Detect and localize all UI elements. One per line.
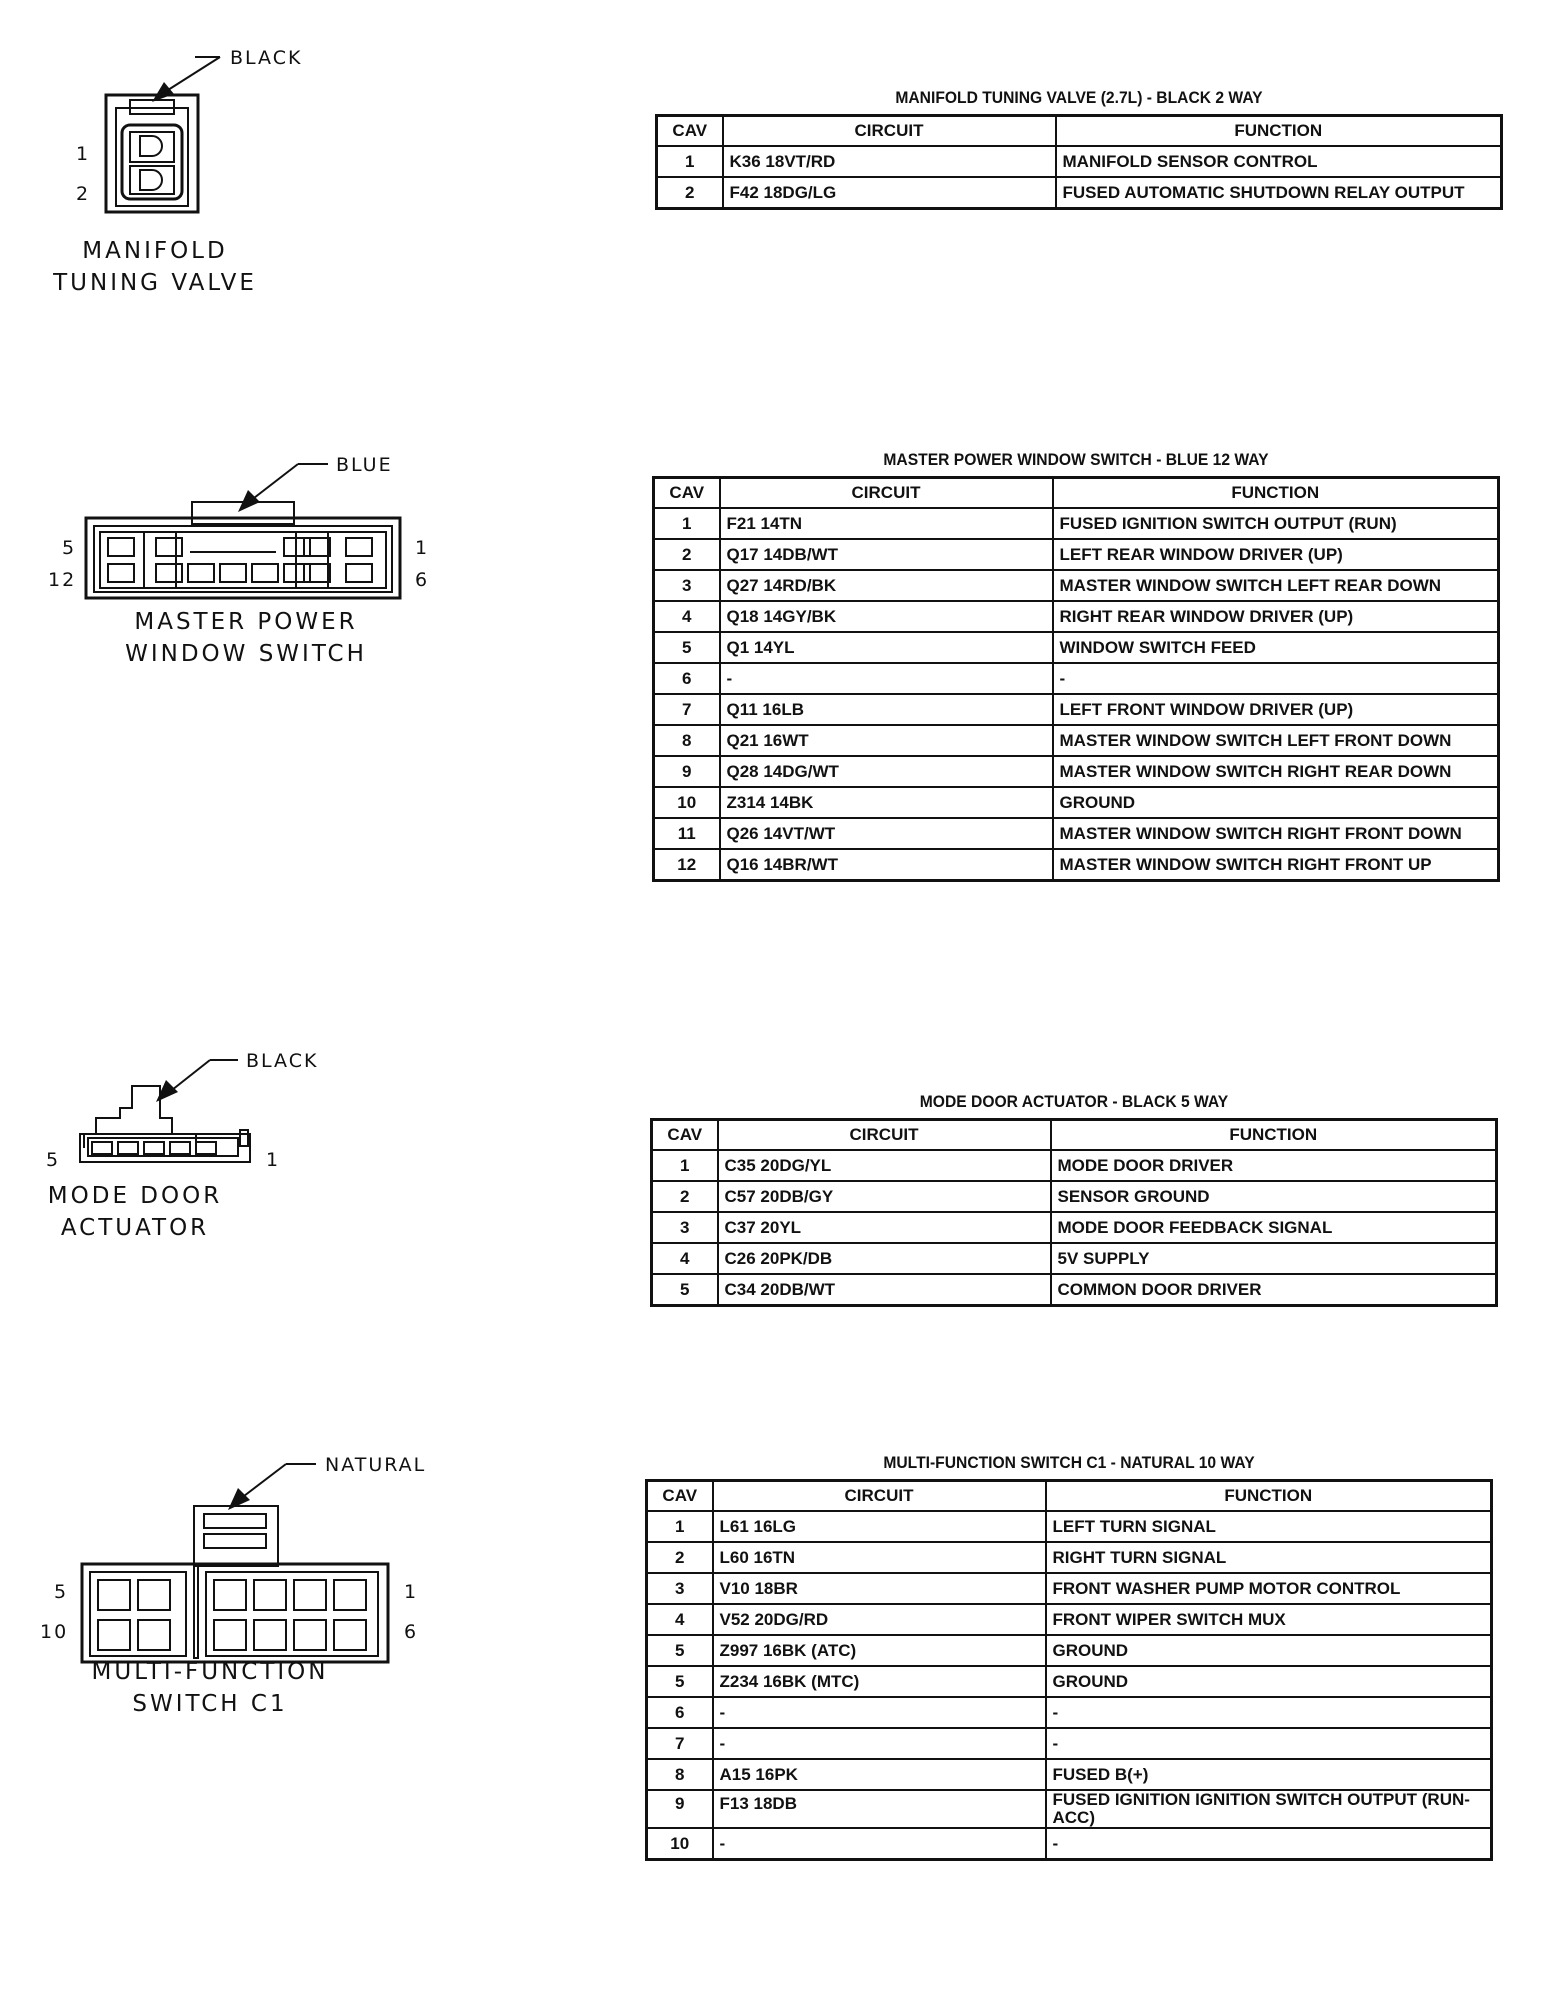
header-function: FUNCTION (1046, 1481, 1492, 1512)
table-row (647, 1604, 1492, 1635)
pin-5-label: 5 (46, 1149, 61, 1171)
circuit-cell: F42 18DG/LG (723, 177, 1056, 209)
cav-cell: 4 (647, 1604, 713, 1635)
cav-cell: 3 (654, 570, 720, 601)
circuit-cell: Q1 14YL (720, 632, 1053, 663)
connector-name-line-2: ACTUATOR (60, 1215, 210, 1241)
function-cell: GROUND (1046, 1666, 1492, 1697)
mode-door-actuator-pinout-table (650, 1092, 1498, 1307)
circuit-cell: Q18 14GY/BK (720, 601, 1053, 632)
cav-cell: 6 (654, 663, 720, 694)
table-row (654, 663, 1499, 694)
function-cell: MODE DOOR DRIVER (1051, 1150, 1497, 1181)
header-cav: CAV (652, 1120, 718, 1151)
cav-cell: 2 (652, 1181, 718, 1212)
table-row (654, 632, 1499, 663)
function-cell: MANIFOLD SENSOR CONTROL (1056, 146, 1502, 177)
function-cell: - (1053, 663, 1499, 694)
cav-cell: 8 (654, 725, 720, 756)
circuit-cell: Q21 16WT (720, 725, 1053, 756)
pin-10-label: 10 (40, 1621, 69, 1643)
pin-6-label: 6 (404, 1621, 419, 1643)
header-circuit: CIRCUIT (713, 1481, 1046, 1512)
pin-2-label: 2 (76, 183, 91, 205)
table-header-row (657, 116, 1502, 147)
table-row (652, 1181, 1497, 1212)
circuit-cell: - (720, 663, 1053, 694)
table-row (652, 1274, 1497, 1306)
function-cell: MASTER WINDOW SWITCH RIGHT REAR DOWN (1053, 756, 1499, 787)
function-cell: LEFT FRONT WINDOW DRIVER (UP) (1053, 694, 1499, 725)
cav-cell: 4 (654, 601, 720, 632)
color-label: BLUE (336, 454, 393, 476)
pin-1-label: 1 (404, 1581, 419, 1603)
header-function: FUNCTION (1051, 1120, 1497, 1151)
circuit-cell: Q28 14DG/WT (720, 756, 1053, 787)
table-row (657, 146, 1502, 177)
circuit-cell: C26 20PK/DB (718, 1243, 1051, 1274)
table-row (647, 1542, 1492, 1573)
color-label: BLACK (230, 47, 303, 69)
table-row (647, 1697, 1492, 1728)
connector-name-line-2: WINDOW SWITCH (125, 641, 367, 667)
connector-name-line-1: MULTI-FUNCTION (91, 1659, 329, 1685)
color-label: BLACK (246, 1050, 319, 1072)
connector-name (35, 235, 275, 299)
cav-cell: 10 (647, 1828, 713, 1860)
circuit-cell: Q27 14RD/BK (720, 570, 1053, 601)
table-title: MODE DOOR ACTUATOR - BLACK 5 WAY (919, 1092, 1229, 1111)
pin-1-label: 1 (76, 143, 91, 165)
circuit-cell: Q11 16LB (720, 694, 1053, 725)
cav-cell: 4 (652, 1243, 718, 1274)
function-cell: RIGHT TURN SIGNAL (1046, 1542, 1492, 1573)
circuit-cell: F13 18DB (713, 1790, 1046, 1828)
table-header-row (654, 478, 1499, 509)
header-circuit: CIRCUIT (720, 478, 1053, 509)
circuit-cell: Q17 14DB/WT (720, 539, 1053, 570)
table-title: MULTI-FUNCTION SWITCH C1 - NATURAL 10 WAY (883, 1453, 1255, 1472)
table-title: MASTER POWER WINDOW SWITCH - BLUE 12 WAY (883, 450, 1269, 469)
multi-function-switch-connector-drawing (40, 1438, 440, 1643)
cav-cell: 1 (652, 1150, 718, 1181)
cav-cell: 8 (647, 1759, 713, 1790)
function-cell: COMMON DOOR DRIVER (1051, 1274, 1497, 1306)
circuit-cell: Z234 16BK (MTC) (713, 1666, 1046, 1697)
cav-cell: 5 (654, 632, 720, 663)
pin-6-label: 6 (415, 569, 430, 591)
cav-cell: 6 (647, 1697, 713, 1728)
circuit-cell: C57 20DB/GY (718, 1181, 1051, 1212)
cav-cell: 7 (654, 694, 720, 725)
function-cell: LEFT TURN SIGNAL (1046, 1511, 1492, 1542)
circuit-cell: L61 16LG (713, 1511, 1046, 1542)
pin-5-label: 5 (54, 1581, 69, 1603)
table-title: MANIFOLD TUNING VALVE (2.7L) - BLACK 2 WAY (895, 88, 1263, 107)
connector-name-line-1: MANIFOLD (82, 238, 228, 264)
cav-cell: 3 (647, 1573, 713, 1604)
table-row (657, 177, 1502, 209)
circuit-cell: F21 14TN (720, 508, 1053, 539)
master-window-switch-pinout-table (652, 450, 1500, 882)
cav-cell: 5 (647, 1666, 713, 1697)
connector-name (60, 1656, 360, 1720)
function-cell: FUSED IGNITION IGNITION SWITCH OUTPUT (RUN-ACC) (1046, 1790, 1492, 1828)
header-cav: CAV (654, 478, 720, 509)
function-cell: 5V SUPPLY (1051, 1243, 1497, 1274)
table-row (654, 539, 1499, 570)
header-function: FUNCTION (1056, 116, 1502, 147)
mode-door-actuator-connector-drawing (40, 1038, 340, 1183)
pin-5-label: 5 (62, 537, 77, 559)
connector-name (0, 1180, 270, 1244)
header-cav: CAV (657, 116, 723, 147)
cav-cell: 2 (654, 539, 720, 570)
connector-name-line-2: SWITCH C1 (132, 1691, 288, 1717)
function-cell: - (1046, 1728, 1492, 1759)
header-cav: CAV (647, 1481, 713, 1512)
cav-cell: 1 (654, 508, 720, 539)
function-cell: WINDOW SWITCH FEED (1053, 632, 1499, 663)
cav-cell: 2 (647, 1542, 713, 1573)
connector-name (96, 606, 396, 670)
circuit-cell: V10 18BR (713, 1573, 1046, 1604)
table-row (647, 1511, 1492, 1542)
function-cell: - (1046, 1828, 1492, 1860)
multi-function-switch-pinout-table (645, 1453, 1493, 1861)
function-cell: FUSED AUTOMATIC SHUTDOWN RELAY OUTPUT (1056, 177, 1502, 209)
circuit-cell: Z997 16BK (ATC) (713, 1635, 1046, 1666)
table-row (647, 1728, 1492, 1759)
table-row (654, 787, 1499, 818)
table-row (654, 756, 1499, 787)
circuit-cell: - (713, 1828, 1046, 1860)
table-row (652, 1243, 1497, 1274)
cav-cell: 2 (657, 177, 723, 209)
header-circuit: CIRCUIT (718, 1120, 1051, 1151)
cav-cell: 5 (652, 1274, 718, 1306)
table-row (652, 1212, 1497, 1243)
manifold-tuning-valve-connector-drawing (40, 30, 360, 235)
header-function: FUNCTION (1053, 478, 1499, 509)
header-circuit: CIRCUIT (723, 116, 1056, 147)
color-label: NATURAL (325, 1454, 427, 1476)
function-cell: MASTER WINDOW SWITCH LEFT FRONT DOWN (1053, 725, 1499, 756)
function-cell: FRONT WIPER SWITCH MUX (1046, 1604, 1492, 1635)
circuit-cell: L60 16TN (713, 1542, 1046, 1573)
circuit-cell: Q26 14VT/WT (720, 818, 1053, 849)
table-row (654, 508, 1499, 539)
pin-12-label: 12 (48, 569, 77, 591)
cav-cell: 1 (657, 146, 723, 177)
cav-cell: 5 (647, 1635, 713, 1666)
function-cell: FRONT WASHER PUMP MOTOR CONTROL (1046, 1573, 1492, 1604)
function-cell: - (1046, 1697, 1492, 1728)
function-cell: SENSOR GROUND (1051, 1181, 1497, 1212)
table-row (647, 1666, 1492, 1697)
function-cell: MASTER WINDOW SWITCH LEFT REAR DOWN (1053, 570, 1499, 601)
table-header-row (647, 1481, 1492, 1512)
connector-name-line-1: MASTER POWER (134, 609, 358, 635)
table-row (647, 1573, 1492, 1604)
cav-cell: 10 (654, 787, 720, 818)
circuit-cell: Q16 14BR/WT (720, 849, 1053, 881)
cav-cell: 12 (654, 849, 720, 881)
circuit-cell: C34 20DB/WT (718, 1274, 1051, 1306)
connector-name-line-1: MODE DOOR (47, 1183, 223, 1209)
circuit-cell: C35 20DG/YL (718, 1150, 1051, 1181)
function-cell: MODE DOOR FEEDBACK SIGNAL (1051, 1212, 1497, 1243)
master-window-switch-connector-drawing (40, 440, 440, 615)
table-row (654, 849, 1499, 881)
function-cell: RIGHT REAR WINDOW DRIVER (UP) (1053, 601, 1499, 632)
cav-cell: 9 (647, 1790, 713, 1828)
circuit-cell: C37 20YL (718, 1212, 1051, 1243)
table-row (654, 601, 1499, 632)
table-row (647, 1635, 1492, 1666)
function-cell: FUSED B(+) (1046, 1759, 1492, 1790)
circuit-cell: - (713, 1728, 1046, 1759)
circuit-cell: - (713, 1697, 1046, 1728)
table-row (654, 725, 1499, 756)
cav-cell: 9 (654, 756, 720, 787)
cav-cell: 11 (654, 818, 720, 849)
function-cell: LEFT REAR WINDOW DRIVER (UP) (1053, 539, 1499, 570)
pin-1-label: 1 (415, 537, 430, 559)
circuit-cell: K36 18VT/RD (723, 146, 1056, 177)
pin-1-label: 1 (266, 1149, 281, 1171)
table-row (647, 1759, 1492, 1790)
circuit-cell: A15 16PK (713, 1759, 1046, 1790)
cav-cell: 1 (647, 1511, 713, 1542)
function-cell: GROUND (1046, 1635, 1492, 1666)
function-cell: MASTER WINDOW SWITCH RIGHT FRONT UP (1053, 849, 1499, 881)
circuit-cell: V52 20DG/RD (713, 1604, 1046, 1635)
table-row (654, 570, 1499, 601)
manifold-pinout-table (655, 88, 1503, 210)
circuit-cell: Z314 14BK (720, 787, 1053, 818)
table-row (654, 694, 1499, 725)
table-header-row (652, 1120, 1497, 1151)
table-row (647, 1790, 1492, 1828)
table-row (654, 818, 1499, 849)
table-row (647, 1828, 1492, 1860)
function-cell: GROUND (1053, 787, 1499, 818)
connector-name-line-2: TUNING VALVE (53, 270, 257, 296)
function-cell: FUSED IGNITION SWITCH OUTPUT (RUN) (1053, 508, 1499, 539)
table-row (652, 1150, 1497, 1181)
function-cell: MASTER WINDOW SWITCH RIGHT FRONT DOWN (1053, 818, 1499, 849)
cav-cell: 7 (647, 1728, 713, 1759)
cav-cell: 3 (652, 1212, 718, 1243)
